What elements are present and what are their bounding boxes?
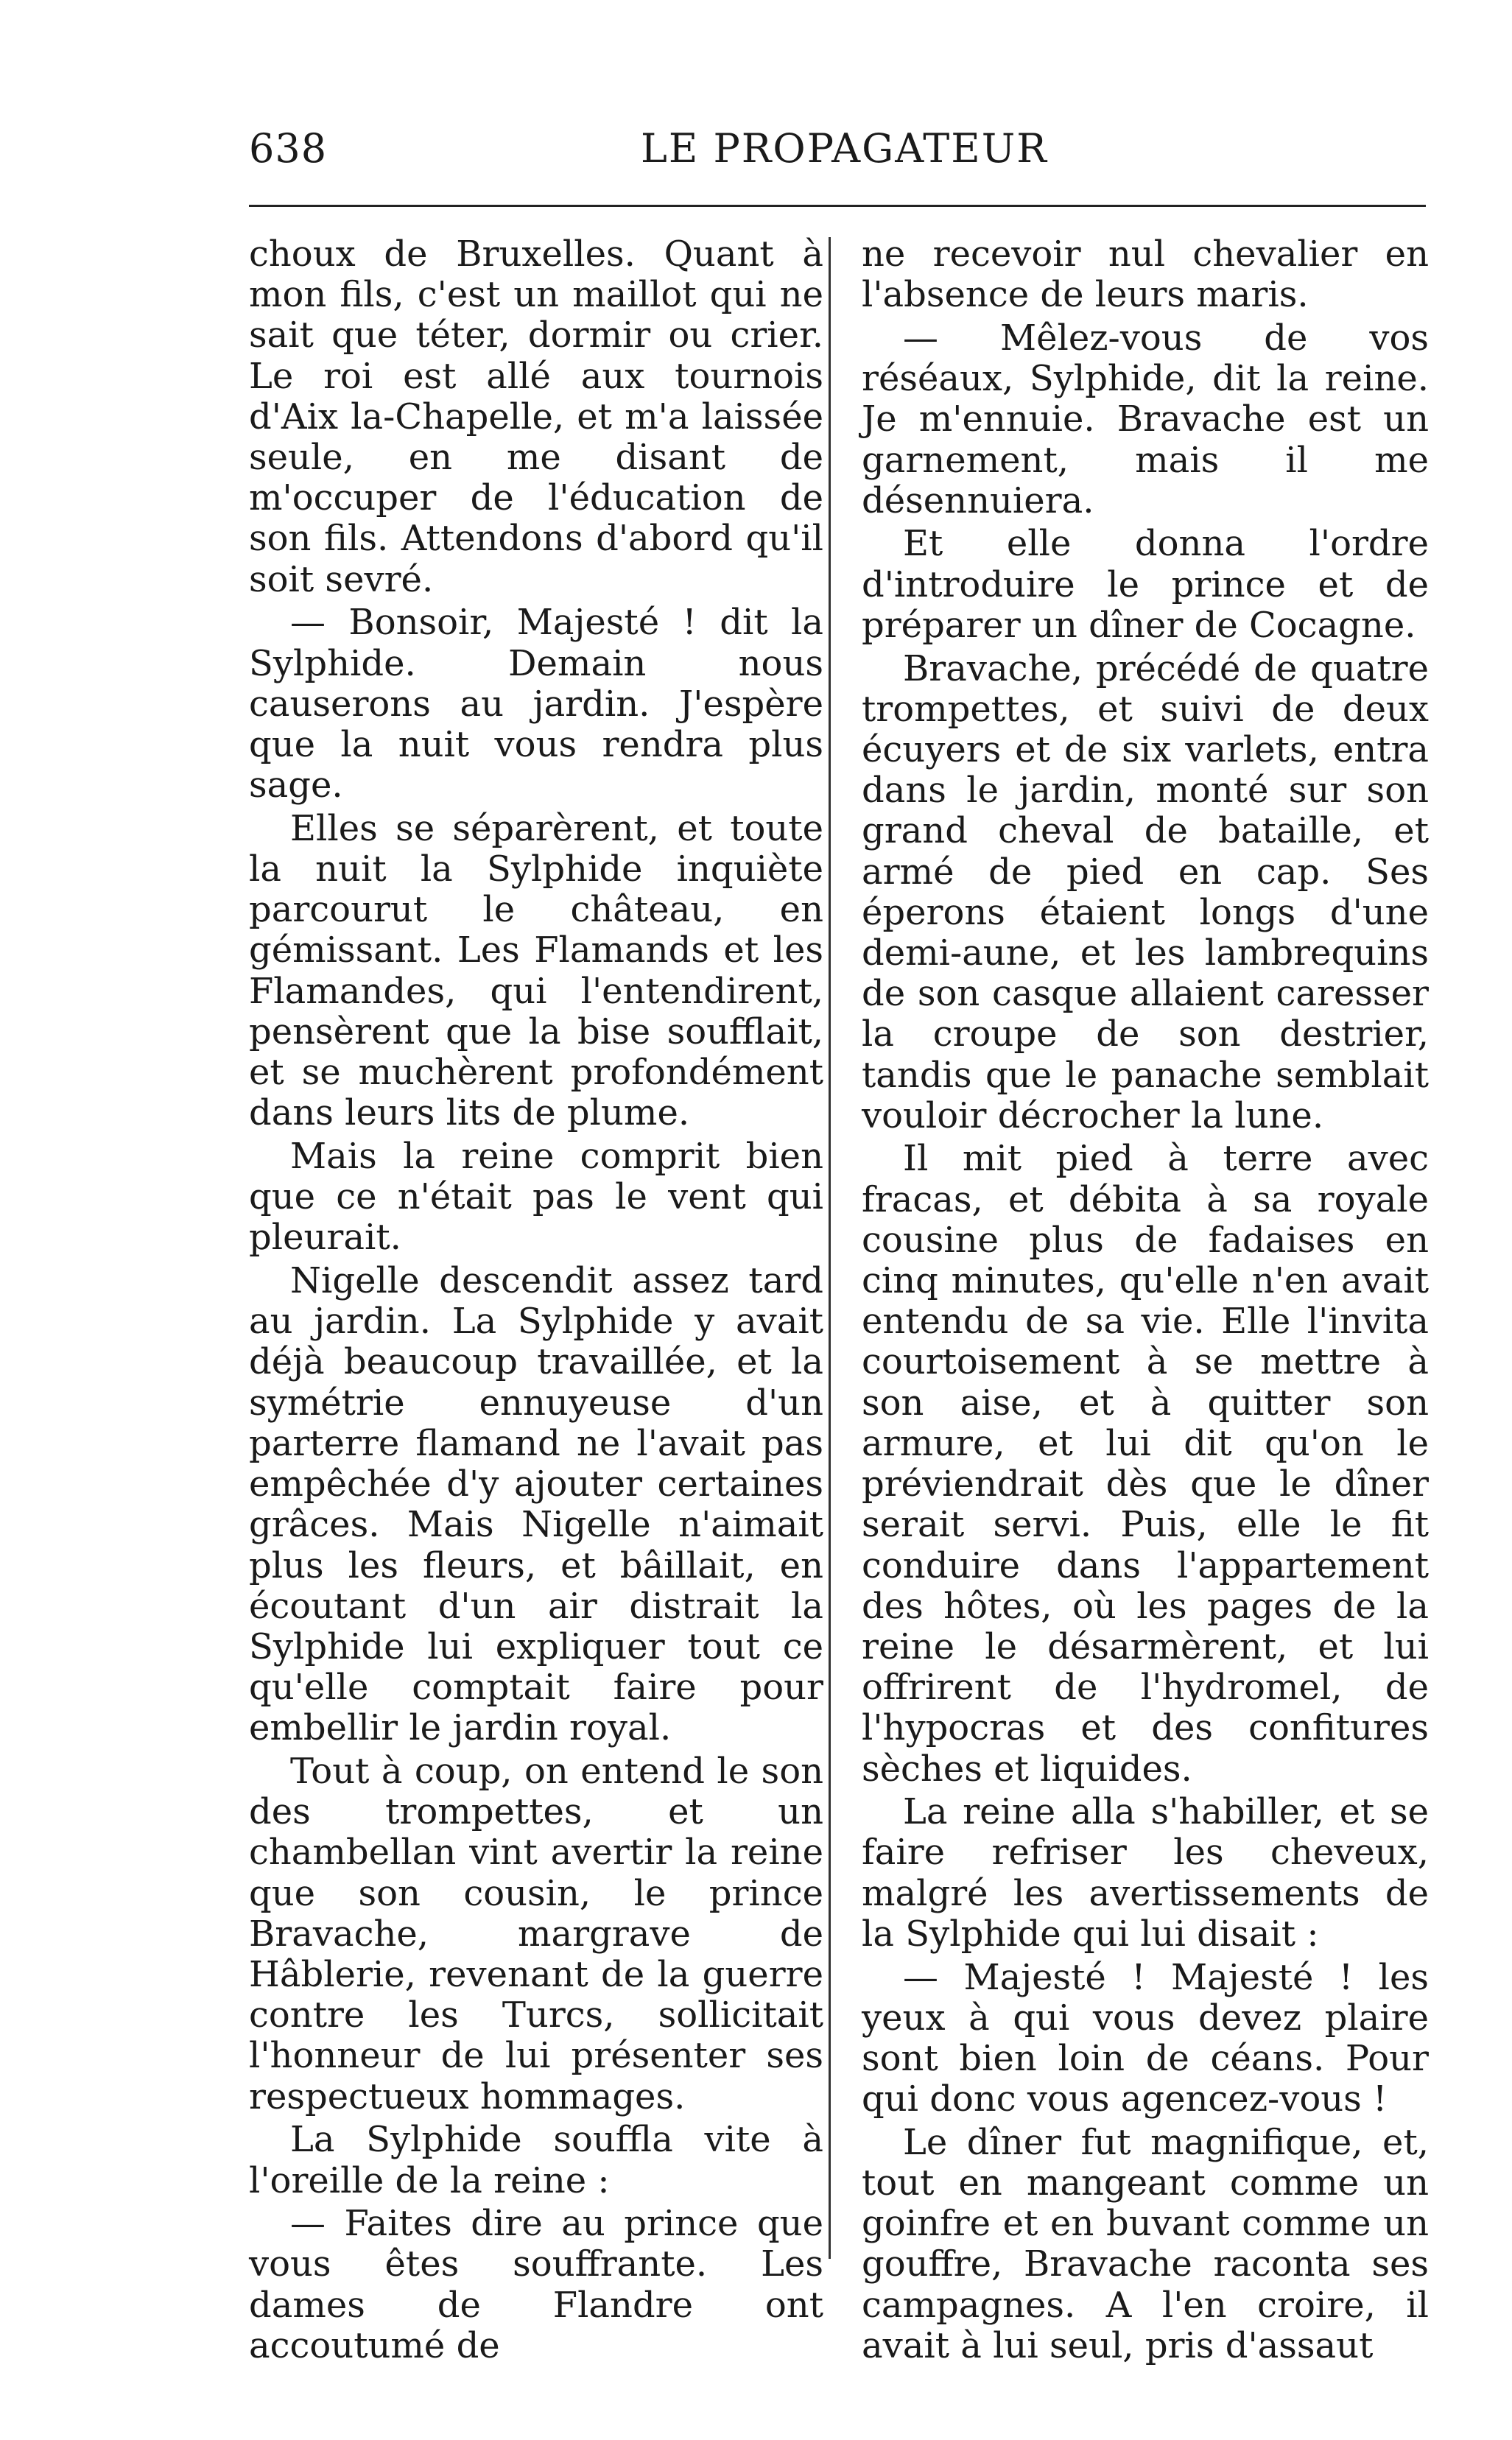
paragraph: Il mit pied à terre avec fracas, et débita à sa royale cousine plus de fadaises en cinq minutes, qu'elle n'en avait entendu de sa vie. Elle l'invita courtoisement à se mettre à son aise, et à quitter son armure, et lui dit qu'on le préviendrait dès que le dîner serait servi. Puis, elle le fit conduire dans l'appartement des hôtes, où les pages de la reine le désarmèrent, et lui offrirent de l'hydromel, de l'hypocras et des confitures sèches et liquides.: [862, 1138, 1429, 1790]
page-number: 638: [249, 125, 328, 172]
paragraph: La Sylphide souffla vite à l'oreille de la reine :: [249, 2119, 823, 2201]
paragraph: Tout à coup, on entend le son des trompettes, et un chambellan vint avertir la reine que son cousin, le prince Bravache, margrave de Hâblerie, revenant de la guerre contre les Turcs, sollicitait l'honneur de lui présenter ses respectueux hommages.: [249, 1751, 823, 2117]
paragraph: — Bonsoir, Majesté ! dit la Sylphide. Demain nous causerons au jardin. J'espère que la nuit vous rendra plus sage.: [249, 602, 823, 806]
paragraph: Elles se séparèrent, et toute la nuit la Sylphide inquiète parcourut le château, en gémissant. Les Flamands et les Flamandes, qui l'entendirent, pensèrent que la bise soufflait, et se muchèrent profondément dans leurs lits de plume.: [249, 807, 823, 1134]
column-divider: [829, 237, 831, 2259]
paragraph: — Faites dire au prince que vous êtes souffrante. Les dames de Flandre ont accoutumé de: [249, 2203, 823, 2366]
header-rule: [249, 205, 1426, 207]
paragraph: choux de Bruxelles. Quant à mon fils, c'est un maillot qui ne sait que téter, dormir ou crier. Le roi est allé aux tournois d'Aix la-Chapelle, et m'a laissée seule, en me disant de m'occuper de l'éducation de son fils. Attendons d'abord qu'il soit sevré.: [249, 233, 823, 600]
paragraph: La reine alla s'habiller, et se faire refriser les cheveux, malgré les avertissements de la Sylphide qui lui disait :: [862, 1791, 1429, 1955]
left-column: [249, 234, 823, 2369]
paragraph: Mais la reine comprit bien que ce n'était pas le vent qui pleurait.: [249, 1135, 823, 1259]
paragraph: Bravache, précédé de quatre trompettes, et suivi de deux écuyers et de six varlets, entra dans le jardin, monté sur son grand cheval de bataille, et armé de pied en cap. Ses éperons étaient longs d'une demi-aune, et les lambrequins de son casque allaient caresser la croupe de son destrier, tandis que le panache semblait vouloir décrocher la lune.: [862, 647, 1429, 1136]
paragraph: Et elle donna l'ordre d'introduire le prince et de préparer un dîner de Cocagne.: [862, 523, 1429, 646]
paragraph: Nigelle descendit assez tard au jardin. La Sylphide y avait déjà beaucoup travaillée, et la symétrie ennuyeuse d'un parterre flamand ne l'avait pas empêchée d'y ajouter certaines grâces. Mais Nigelle n'aimait plus les fleurs, et bâillait, en écoutant d'un air distrait la Sylphide lui expliquer tout ce qu'elle comptait faire pour embellir le jardin royal.: [249, 1260, 823, 1749]
paragraph: Le dîner fut magnifique, et, tout en mangeant comme un goinfre et en buvant comme un gouffre, Bravache raconta ses campagnes. A l'en croire, il avait à lui seul, pris d'assaut: [862, 2121, 1429, 2366]
running-title: LE PROPAGATEUR: [641, 125, 1048, 172]
paragraph: ne recevoir nul chevalier en l'absence de leurs maris.: [862, 233, 1429, 316]
right-column: [862, 234, 1429, 2369]
paragraph: — Majesté ! Majesté ! les yeux à qui vous devez plaire sont bien loin de céans. Pour qui donc vous agencez-vous !: [862, 1956, 1429, 2120]
paragraph: — Mêlez-vous de vos réséaux, Sylphide, dit la reine. Je m'ennuie. Bravache est un garnement, mais il me désennuiera.: [862, 317, 1429, 521]
